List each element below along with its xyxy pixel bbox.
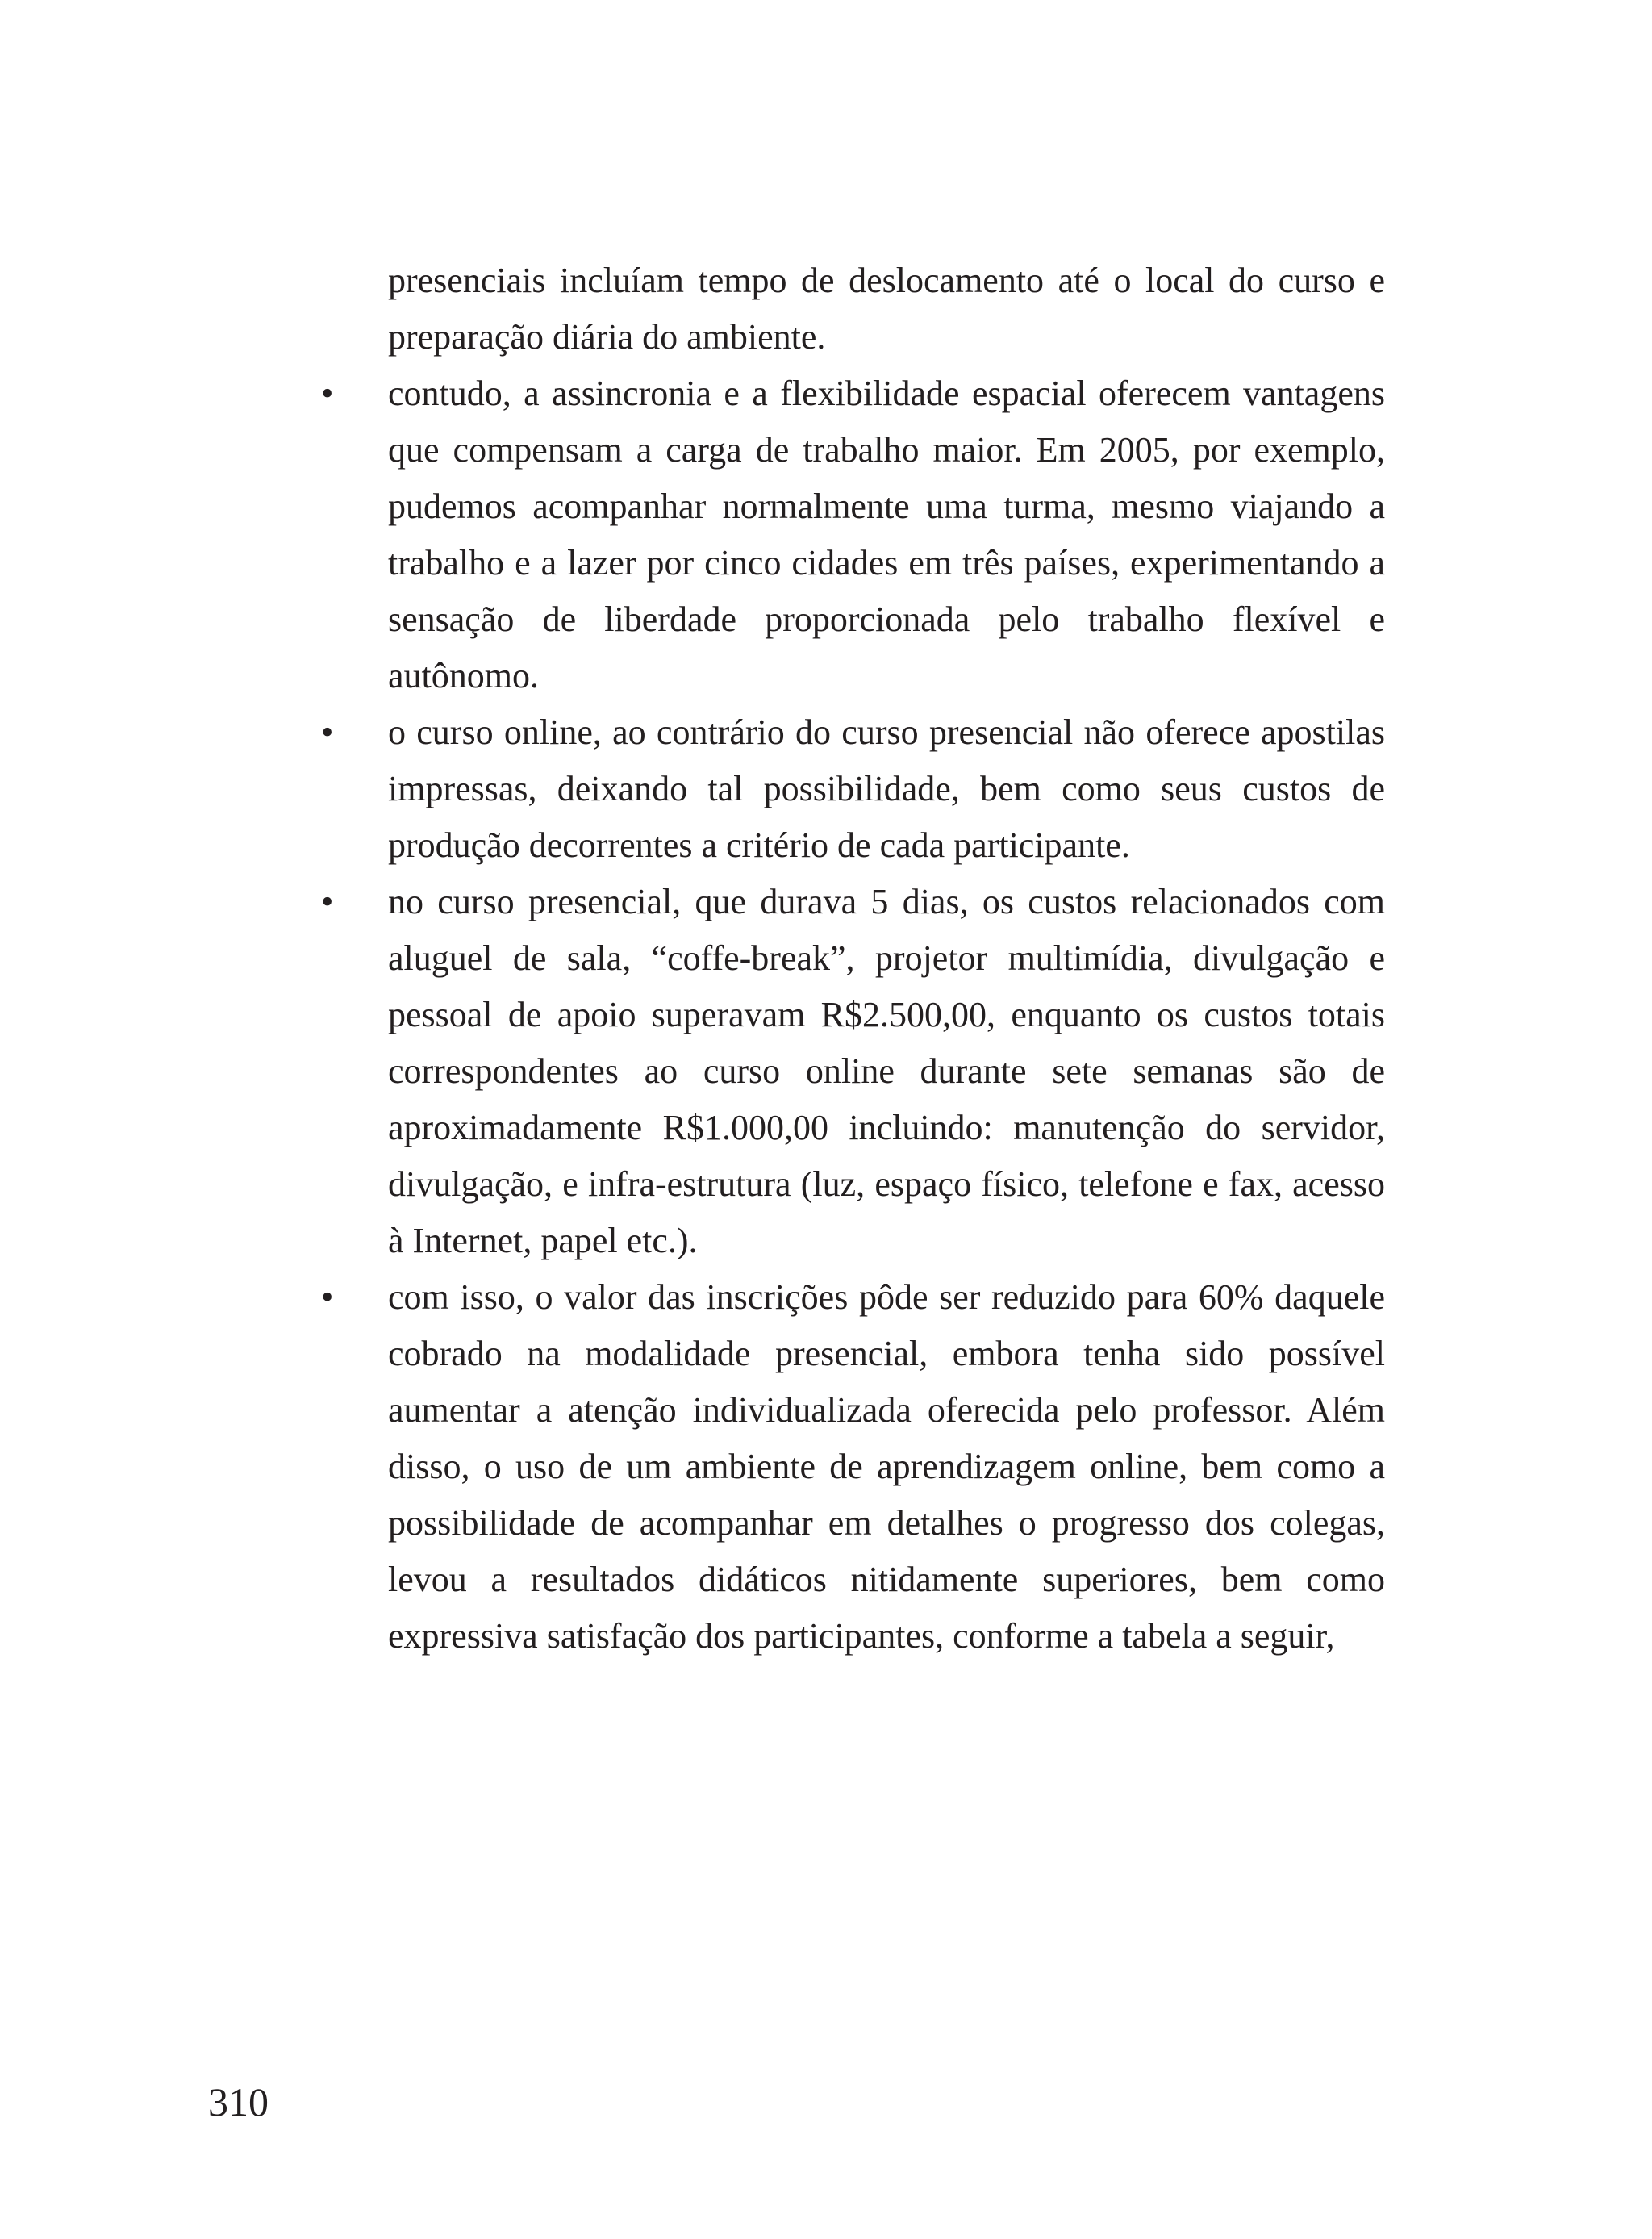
list-item-text: contudo, a assincronia e a flexibilidade espacial oferecem vantagens que compensam a carga de trabalho maior. Em 2005, por exemplo, pudemos acompanhar normalmente uma turma, mesmo viajando a trabalho e a lazer por cinco cidades em três países, experimentando a sensação de liberdade proporcionada pelo trabalho flexível e autônomo. <box>388 374 1385 696</box>
list-item <box>321 366 1385 704</box>
page-number: 310 <box>208 2079 269 2124</box>
continuation-paragraph: presenciais incluíam tempo de deslocamento até o local do curso e preparação diária do ambiente. <box>388 261 1385 357</box>
list-item-text: com isso, o valor das inscrições pôde ser reduzido para 60% daquele cobrado na modalidade presencial, embora tenha sido possível aumentar a atenção individualizada oferecida pelo professor. Além disso, o uso de um ambiente de aprendizagem online, bem como a possibilidade de acompanhar em detalhes o progresso dos colegas, levou a resultados didáticos nitidamente superiores, bem como expressiva satisfação dos participantes, conforme a tabela a seguir, <box>388 1277 1385 1656</box>
body-text <box>321 253 1385 1665</box>
bullet-icon: • <box>321 1277 334 1317</box>
list-item <box>321 1269 1385 1665</box>
list-item-text: o curso online, ao contrário do curso presencial não oferece apostilas impressas, deixando tal possibilidade, bem como seus custos de produção decorrentes a critério de cada participante. <box>388 712 1385 865</box>
bullet-icon: • <box>321 374 334 413</box>
bullet-icon: • <box>321 712 334 752</box>
list-item <box>321 874 1385 1269</box>
list-item <box>321 704 1385 874</box>
list-item-text: no curso presencial, que durava 5 dias, os custos relacionados com aluguel de sala, “coffe-break”, projetor multimídia, divulgação e pessoal de apoio superavam R$2.500,00, enquanto os custos totais correspondentes ao curso online durante sete semanas são de aproximadamente R$1.000,00 incluindo: manutenção do servidor, divulgação, e infra-estrutura (luz, espaço físico, telefone e fax, acesso à Internet, papel etc.). <box>388 882 1385 1260</box>
bullet-icon: • <box>321 882 334 921</box>
